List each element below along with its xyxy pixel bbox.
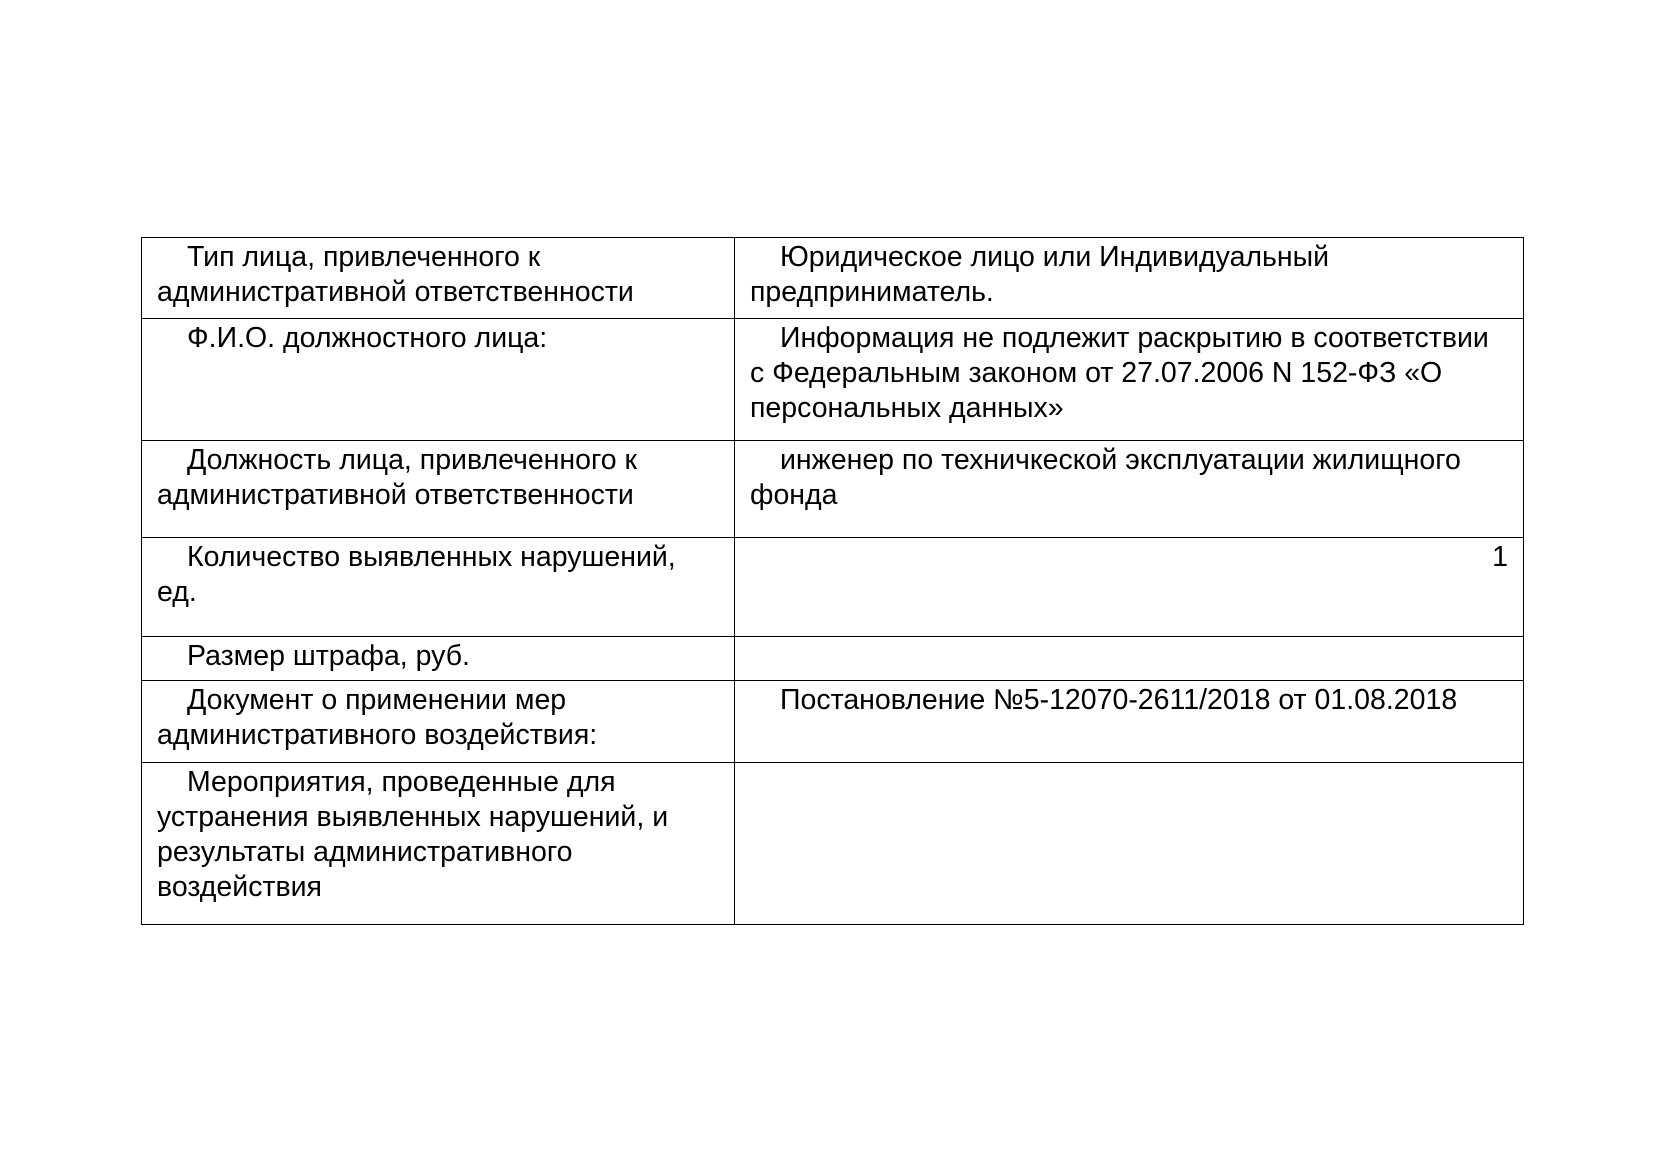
row-label-cell xyxy=(142,238,735,319)
row-value-cell xyxy=(735,238,1524,319)
fine-amount-label: Размер штрафа, руб. xyxy=(187,640,470,672)
table-row xyxy=(142,238,1524,319)
row-value-cell xyxy=(735,538,1524,637)
table-row xyxy=(142,637,1524,681)
row-label-cell xyxy=(142,319,735,441)
document-label: Документ о применении мер административного воздействия: xyxy=(157,684,598,751)
violations-count-label: Количество выявленных нарушений, ед. xyxy=(157,541,676,608)
document-value: Постановление №5-12070-2611/2018 от 01.08.2018 xyxy=(780,684,1458,716)
measures-label: Мероприятия, проведенные для устранения выявленных нарушений, и результаты административного воздействия xyxy=(157,766,669,903)
row-label-cell xyxy=(142,763,735,925)
row-label-cell xyxy=(142,681,735,763)
position-label: Должность лица, привлеченного к административной ответственности xyxy=(157,444,638,511)
row-value-cell xyxy=(735,637,1524,681)
person-type-label: Тип лица, привлеченного к административной ответственности xyxy=(157,241,634,308)
table-row xyxy=(142,319,1524,441)
table-row xyxy=(142,681,1524,763)
table-row xyxy=(142,763,1524,925)
row-value-cell xyxy=(735,763,1524,925)
row-label-cell xyxy=(142,637,735,681)
row-label-cell xyxy=(142,441,735,538)
row-label-cell xyxy=(142,538,735,637)
row-value-cell xyxy=(735,681,1524,763)
violations-count-value: 1 xyxy=(1492,541,1508,573)
official-name-value: Информация не подлежит раскрытию в соответствии с Федеральным законом от 27.07.2006 N 152-ФЗ «О персональных данных» xyxy=(750,322,1489,424)
official-name-label: Ф.И.О. должностного лица: xyxy=(187,322,548,354)
table-row xyxy=(142,441,1524,538)
row-value-cell xyxy=(735,441,1524,538)
violation-info-table xyxy=(141,237,1524,925)
row-value-cell xyxy=(735,319,1524,441)
table-row xyxy=(142,538,1524,637)
person-type-value: Юридическое лицо или Индивидуальный предприниматель. xyxy=(750,241,1330,308)
position-value: инженер по техничкеской эксплуатации жилищного фонда xyxy=(750,444,1461,511)
